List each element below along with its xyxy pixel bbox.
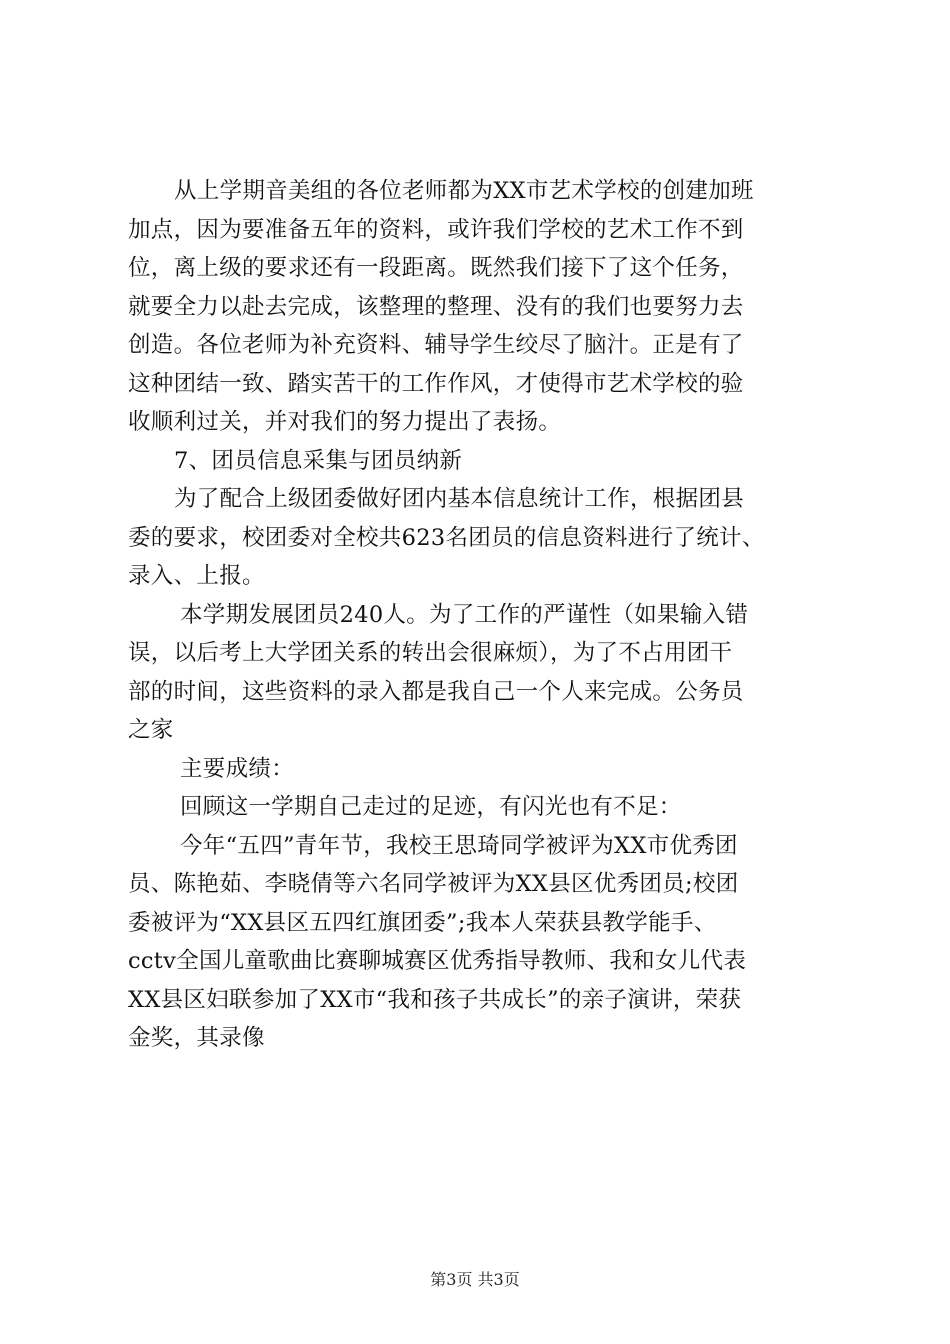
- paragraph-line: 本学期发展团员240人。为了工作的严谨性（如果输入错: [180, 601, 749, 628]
- paragraph-line: 委的要求，校团委对全校共623名团员的信息资料进行了统计、: [128, 524, 765, 551]
- paragraph-line: 就要全力以赴去完成，该整理的整理、没有的我们也要努力去: [128, 293, 744, 320]
- paragraph-line: 今年“五四”青年节，我校王思琦同学被评为XX市优秀团: [180, 832, 738, 859]
- paragraph-line: 为了配合上级团委做好团内基本信息统计工作，根据团县: [174, 486, 745, 512]
- section-heading: 主要成绩：: [180, 755, 295, 782]
- paragraph-line: 部的时间，这些资料的录入都是我自己一个人来完成。公务员: [128, 678, 744, 705]
- paragraph-line: 创造。各位老师为补充资料、辅导学生绞尽了脑汁。正是有了: [128, 332, 744, 358]
- paragraph-line: 误，以后考上大学团关系的转出会很麻烦），为了不占用团干: [128, 640, 733, 666]
- paragraph-line: 这种团结一致、踏实苦干的工作作风，才使得市艺术学校的验: [128, 370, 744, 397]
- paragraph-line: 回顾这一学期自己走过的足迹，有闪光也有不足：: [180, 794, 682, 820]
- paragraph-line: 员、陈艳茹、李晓倩等六名同学被评为XX县区优秀团员;校团: [128, 871, 739, 897]
- page-number-footer: 第3页 共3页: [430, 1270, 520, 1289]
- paragraph-line: 录入、上报。: [128, 563, 265, 589]
- paragraph-line: 加点，因为要准备五年的资料，或许我们学校的艺术工作不到: [128, 216, 744, 243]
- section-heading: 7、团员信息采集与团员纳新: [174, 447, 463, 474]
- paragraph-line: cctv全国儿童歌曲比赛聊城赛区优秀指导教师、我和女儿代表: [128, 948, 747, 974]
- paragraph-line: 金奖，其录像: [128, 1025, 265, 1051]
- paragraph-line: 位，离上级的要求还有一段距离。既然我们接下了这个任务，: [128, 255, 744, 281]
- paragraph-line: 之家: [128, 717, 174, 743]
- paragraph-line: 收顺利过关，并对我们的努力提出了表扬。: [128, 409, 562, 435]
- paragraph-line: XX县区妇联参加了XX市“我和孩子共成长”的亲子演讲，荣获: [128, 986, 742, 1013]
- paragraph-line: 委被评为“XX县区五四红旗团委”;我本人荣获县教学能手、: [128, 909, 717, 936]
- document-body: [128, 172, 843, 1058]
- paragraph-line: 从上学期音美组的各位老师都为XX市艺术学校的创建加班: [174, 178, 754, 204]
